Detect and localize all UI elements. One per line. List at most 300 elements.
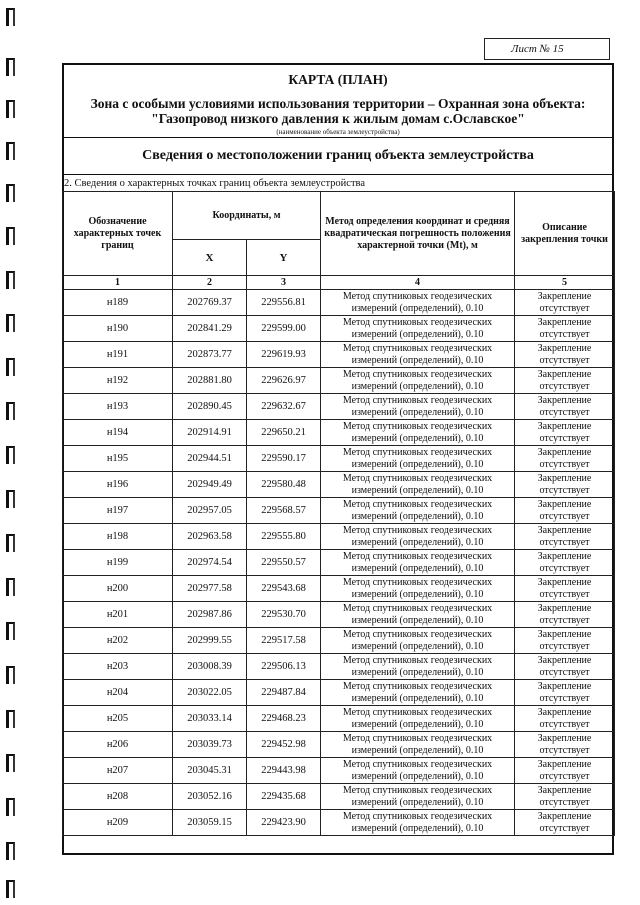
cell-method-text: измерений (определений), 0.10 <box>351 640 484 652</box>
cell-x-text: 202963.58 <box>187 530 232 542</box>
cell-method-text: измерений (определений), 0.10 <box>351 614 484 626</box>
binding-mark <box>6 842 15 860</box>
table-row <box>63 732 615 758</box>
cell-method-text: измерений (определений), 0.10 <box>351 354 484 366</box>
cell-point <box>63 602 173 628</box>
table-row <box>63 290 615 316</box>
table-row <box>63 420 615 446</box>
cell-y-text: 229590.17 <box>261 452 306 464</box>
cell-point <box>63 446 173 472</box>
cell-y-text: 229619.93 <box>261 348 306 360</box>
cell-y-text: 229550.57 <box>261 556 306 568</box>
cell-method <box>321 602 515 628</box>
cell-method-text: измерений (определений), 0.10 <box>351 718 484 730</box>
table-row <box>63 758 615 784</box>
cell-desc <box>515 316 615 342</box>
col-header-x: X <box>173 240 247 276</box>
table-row <box>63 446 615 472</box>
col-number: 1 <box>63 276 173 290</box>
cell-desc-text: Закрепление <box>537 655 592 666</box>
table-row <box>63 680 615 706</box>
section-subtitle: Сведения о местоположении границ объекта землеустройства <box>142 148 534 163</box>
object-name: "Газопровод низкого давления к жилым домам с.Ославское" <box>151 111 525 126</box>
cell-desc <box>515 784 615 810</box>
table-row <box>63 810 615 836</box>
cell-y-text: 229443.98 <box>261 764 306 776</box>
cell-method-text: Метод спутниковых геодезических <box>342 343 493 354</box>
cell-x <box>173 576 247 602</box>
cell-method-text: Метод спутниковых геодезических <box>342 317 493 328</box>
binding-mark <box>6 358 15 376</box>
cell-x-text: 202977.58 <box>187 582 232 594</box>
cell-y <box>247 706 321 732</box>
cell-method <box>321 550 515 576</box>
cell-method <box>321 784 515 810</box>
cell-x <box>173 316 247 342</box>
cell-method <box>321 706 515 732</box>
cell-y-text: 229530.70 <box>261 608 306 620</box>
binding-mark <box>6 271 15 289</box>
cell-method <box>321 680 515 706</box>
zone-line: Зона с особыми условиями использования территории – Охранная зона объекта: <box>90 96 586 111</box>
cell-point <box>63 498 173 524</box>
object-name-caption: (наименование объекта землеустройства) <box>276 128 400 136</box>
cell-desc-text: отсутствует <box>539 822 590 834</box>
cell-method-text: Метод спутниковых геодезических <box>342 733 493 744</box>
table-row <box>63 342 615 368</box>
cell-point-text: н196 <box>106 478 129 490</box>
table-row <box>63 368 615 394</box>
cell-point <box>63 290 173 316</box>
cell-y-text: 229568.57 <box>261 504 306 516</box>
cell-desc-text: отсутствует <box>539 510 590 522</box>
cell-method <box>321 732 515 758</box>
cell-y <box>247 680 321 706</box>
cell-method <box>321 420 515 446</box>
cell-x-text: 202999.55 <box>187 634 232 646</box>
cell-point <box>63 550 173 576</box>
cell-method-text: Метод спутниковых геодезических <box>342 629 493 640</box>
cell-method <box>321 654 515 680</box>
cell-method-text: Метод спутниковых геодезических <box>342 447 493 458</box>
cell-point-text: н202 <box>106 634 129 646</box>
cell-method-text: Метод спутниковых геодезических <box>342 681 493 692</box>
cell-y-text: 229555.80 <box>261 530 306 542</box>
table-row <box>63 576 615 602</box>
cell-method-text: измерений (определений), 0.10 <box>351 796 484 808</box>
cell-y-text: 229506.13 <box>261 660 306 672</box>
cell-desc <box>515 576 615 602</box>
cell-method-text: измерений (определений), 0.10 <box>351 536 484 548</box>
cell-method <box>321 472 515 498</box>
binding-mark <box>6 666 15 684</box>
cell-desc-text: отсутствует <box>539 328 590 340</box>
cell-y-text: 229468.23 <box>261 712 306 724</box>
cell-point-text: н209 <box>106 816 129 828</box>
table-row <box>63 706 615 732</box>
table-row <box>63 524 615 550</box>
cell-x <box>173 472 247 498</box>
cell-y <box>247 732 321 758</box>
cell-x-text: 203052.16 <box>187 790 232 802</box>
cell-point-text: н208 <box>106 790 129 802</box>
cell-method-text: Метод спутниковых геодезических <box>342 707 493 718</box>
cell-desc <box>515 602 615 628</box>
cell-point-text: н191 <box>106 348 129 360</box>
cell-desc-text: Закрепление <box>537 473 592 484</box>
binding-mark <box>6 184 15 202</box>
cell-method-text: измерений (определений), 0.10 <box>351 588 484 600</box>
cell-x-text: 202957.05 <box>187 504 232 516</box>
cell-point <box>63 784 173 810</box>
table-row <box>63 472 615 498</box>
cell-point-text: н201 <box>106 608 129 620</box>
cell-method-text: измерений (определений), 0.10 <box>351 666 484 678</box>
cell-point-text: н204 <box>106 686 129 698</box>
cell-desc-text: отсутствует <box>539 562 590 574</box>
cell-method-text: измерений (определений), 0.10 <box>351 484 484 496</box>
cell-point-text: н199 <box>106 556 129 568</box>
col-header-desc: Описание закрепления точки <box>515 192 615 276</box>
cell-point <box>63 680 173 706</box>
binding-mark <box>6 58 15 76</box>
binding-mark <box>6 880 15 898</box>
cell-x <box>173 446 247 472</box>
col-number: 4 <box>321 276 515 290</box>
cell-method <box>321 498 515 524</box>
cell-desc-text: отсутствует <box>539 744 590 756</box>
cell-desc-text: отсутствует <box>539 354 590 366</box>
cell-desc-text: отсутствует <box>539 536 590 548</box>
col-number: 2 <box>173 276 247 290</box>
cell-desc-text: отсутствует <box>539 640 590 652</box>
cell-method <box>321 628 515 654</box>
binding-mark <box>6 142 15 160</box>
cell-x-text: 203045.31 <box>187 764 232 776</box>
binding-mark <box>6 754 15 772</box>
cell-desc-text: Закрепление <box>537 707 592 718</box>
binding-mark <box>6 490 15 508</box>
cell-method-text: измерений (определений), 0.10 <box>351 562 484 574</box>
cell-method-text: измерений (определений), 0.10 <box>351 432 484 444</box>
cell-desc-text: Закрепление <box>537 421 592 432</box>
cell-desc-text: отсутствует <box>539 796 590 808</box>
cell-x-text: 202914.91 <box>187 426 232 438</box>
divider <box>62 174 614 175</box>
cell-y-text: 229599.00 <box>261 322 306 334</box>
cell-x-text: 202841.29 <box>187 322 232 334</box>
cell-x-text: 202949.49 <box>187 478 232 490</box>
cell-desc <box>515 524 615 550</box>
cell-x <box>173 290 247 316</box>
cell-point <box>63 316 173 342</box>
binding-mark <box>6 622 15 640</box>
cell-y <box>247 420 321 446</box>
cell-method-text: Метод спутниковых геодезических <box>342 655 493 666</box>
cell-y <box>247 316 321 342</box>
cell-x <box>173 420 247 446</box>
cell-desc-text: Закрепление <box>537 369 592 380</box>
cell-method-text: Метод спутниковых геодезических <box>342 785 493 796</box>
cell-desc-text: отсутствует <box>539 302 590 314</box>
cell-x-text: 203022.05 <box>187 686 232 698</box>
cell-desc-text: Закрепление <box>537 681 592 692</box>
cell-method-text: измерений (определений), 0.10 <box>351 770 484 782</box>
section-title: 2. Сведения о характерных точках границ объекта землеустройства <box>64 178 366 189</box>
cell-point-text: н198 <box>106 530 129 542</box>
cell-desc <box>515 420 615 446</box>
cell-desc <box>515 472 615 498</box>
cell-x-text: 202944.51 <box>187 452 232 464</box>
cell-desc-text: Закрепление <box>537 499 592 510</box>
cell-desc-text: Закрепление <box>537 811 592 822</box>
binding-mark <box>6 710 15 728</box>
cell-point <box>63 394 173 420</box>
cell-desc-text: отсутствует <box>539 406 590 418</box>
cell-y-text: 229487.84 <box>261 686 306 698</box>
cell-x-text: 202873.77 <box>187 348 232 360</box>
cell-x <box>173 810 247 836</box>
cell-x <box>173 524 247 550</box>
binding-mark <box>6 446 15 464</box>
cell-y <box>247 290 321 316</box>
boundary-points-table <box>62 191 615 836</box>
cell-method <box>321 290 515 316</box>
cell-point <box>63 576 173 602</box>
col-header-y: Y <box>247 240 321 276</box>
cell-method-text: Метод спутниковых геодезических <box>342 551 493 562</box>
cell-x-text: 203059.15 <box>187 816 232 828</box>
binding-mark <box>6 8 15 26</box>
cell-y-text: 229423.90 <box>261 816 306 828</box>
cell-x-text: 202987.86 <box>187 608 232 620</box>
cell-method-text: измерений (определений), 0.10 <box>351 744 484 756</box>
cell-x <box>173 758 247 784</box>
cell-desc <box>515 446 615 472</box>
cell-method-text: измерений (определений), 0.10 <box>351 406 484 418</box>
cell-method-text: Метод спутниковых геодезических <box>342 421 493 432</box>
table-body <box>63 290 615 836</box>
cell-point <box>63 628 173 654</box>
cell-y-text: 229543.68 <box>261 582 306 594</box>
cell-y <box>247 524 321 550</box>
cell-desc-text: отсутствует <box>539 380 590 392</box>
sheet-number: Лист № 15 <box>484 38 610 60</box>
cell-method-text: Метод спутниковых геодезических <box>342 525 493 536</box>
col-number: 5 <box>515 276 615 290</box>
binding-mark <box>6 534 15 552</box>
cell-x-text: 203033.14 <box>187 712 232 724</box>
cell-x <box>173 394 247 420</box>
cell-point-text: н190 <box>106 322 129 334</box>
cell-desc-text: Закрепление <box>537 317 592 328</box>
cell-desc-text: Закрепление <box>537 525 592 536</box>
cell-point-text: н207 <box>106 764 129 776</box>
cell-point-text: н192 <box>106 374 129 386</box>
cell-desc-text: отсутствует <box>539 692 590 704</box>
cell-point <box>63 706 173 732</box>
cell-method-text: измерений (определений), 0.10 <box>351 328 484 340</box>
cell-point-text: н193 <box>106 400 129 412</box>
cell-point <box>63 810 173 836</box>
cell-y-text: 229517.58 <box>261 634 306 646</box>
cell-method-text: измерений (определений), 0.10 <box>351 302 484 314</box>
cell-y <box>247 628 321 654</box>
cell-y <box>247 342 321 368</box>
cell-y <box>247 394 321 420</box>
cell-desc-text: Закрепление <box>537 759 592 770</box>
cell-point-text: н197 <box>106 504 129 516</box>
cell-desc-text: Закрепление <box>537 343 592 354</box>
cell-desc-text: отсутствует <box>539 718 590 730</box>
binding-mark <box>6 798 15 816</box>
table-row <box>63 550 615 576</box>
cell-method <box>321 394 515 420</box>
cell-point-text: н195 <box>106 452 129 464</box>
cell-desc <box>515 368 615 394</box>
cell-point-text: н206 <box>106 738 129 750</box>
cell-method <box>321 316 515 342</box>
cell-desc-text: отсутствует <box>539 614 590 626</box>
cell-y <box>247 498 321 524</box>
cell-desc-text: Закрепление <box>537 291 592 302</box>
col-header-point: Обозначение характерных точек границ <box>63 192 173 276</box>
cell-method <box>321 758 515 784</box>
cell-desc <box>515 550 615 576</box>
cell-x-text: 203008.39 <box>187 660 232 672</box>
binding-mark <box>6 314 15 332</box>
cell-desc-text: отсутствует <box>539 666 590 678</box>
cell-x <box>173 654 247 680</box>
cell-method <box>321 576 515 602</box>
cell-method-text: Метод спутниковых геодезических <box>342 603 493 614</box>
binding-marks <box>4 0 18 905</box>
cell-method-text: Метод спутниковых геодезических <box>342 291 493 302</box>
cell-y-text: 229580.48 <box>261 478 306 490</box>
divider <box>62 137 614 138</box>
cell-point <box>63 342 173 368</box>
cell-desc <box>515 498 615 524</box>
cell-y-text: 229632.67 <box>261 400 306 412</box>
binding-mark <box>6 402 15 420</box>
cell-method-text: Метод спутниковых геодезических <box>342 369 493 380</box>
cell-y <box>247 446 321 472</box>
table-row <box>63 602 615 628</box>
cell-y <box>247 368 321 394</box>
cell-desc-text: Закрепление <box>537 603 592 614</box>
cell-desc <box>515 680 615 706</box>
cell-desc <box>515 706 615 732</box>
cell-method-text: Метод спутниковых геодезических <box>342 473 493 484</box>
binding-mark <box>6 578 15 596</box>
col-header-coords: Координаты, м <box>173 192 321 240</box>
cell-method-text: измерений (определений), 0.10 <box>351 692 484 704</box>
cell-x <box>173 342 247 368</box>
cell-method-text: Метод спутниковых геодезических <box>342 577 493 588</box>
table-row <box>63 784 615 810</box>
cell-desc-text: Закрепление <box>537 577 592 588</box>
cell-desc-text: Закрепление <box>537 785 592 796</box>
cell-y-text: 229435.68 <box>261 790 306 802</box>
cell-x <box>173 784 247 810</box>
cell-x <box>173 368 247 394</box>
cell-point <box>63 732 173 758</box>
table-row <box>63 394 615 420</box>
col-header-method: Метод определения координат и средняя квадратическая погрешность положения характерной точки (Mt), м <box>321 192 515 276</box>
cell-method <box>321 524 515 550</box>
cell-desc-text: отсутствует <box>539 432 590 444</box>
cell-desc-text: Закрепление <box>537 629 592 640</box>
cell-x <box>173 732 247 758</box>
cell-desc-text: отсутствует <box>539 588 590 600</box>
cell-x-text: 202881.80 <box>187 374 232 386</box>
cell-point <box>63 420 173 446</box>
cell-x-text: 202974.54 <box>187 556 232 568</box>
cell-y <box>247 758 321 784</box>
cell-method-text: Метод спутниковых геодезических <box>342 811 493 822</box>
doc-title: КАРТА (ПЛАН) <box>288 72 388 87</box>
cell-desc <box>515 654 615 680</box>
cell-y <box>247 576 321 602</box>
cell-point-text: н194 <box>106 426 129 438</box>
cell-y-text: 229452.98 <box>261 738 306 750</box>
cell-method-text: измерений (определений), 0.10 <box>351 458 484 470</box>
cell-y <box>247 654 321 680</box>
cell-point-text: н205 <box>106 712 129 724</box>
cell-desc <box>515 810 615 836</box>
cell-point <box>63 758 173 784</box>
cell-method-text: измерений (определений), 0.10 <box>351 380 484 392</box>
cell-x <box>173 602 247 628</box>
cell-desc <box>515 342 615 368</box>
cell-desc-text: отсутствует <box>539 770 590 782</box>
cell-method <box>321 342 515 368</box>
cell-x-text: 202890.45 <box>187 400 232 412</box>
cell-point <box>63 368 173 394</box>
cell-point <box>63 524 173 550</box>
binding-mark <box>6 227 15 245</box>
table-row <box>63 628 615 654</box>
cell-desc <box>515 758 615 784</box>
cell-point-text: н203 <box>106 660 129 672</box>
cell-desc-text: отсутствует <box>539 458 590 470</box>
cell-y <box>247 472 321 498</box>
cell-x <box>173 628 247 654</box>
cell-point <box>63 472 173 498</box>
cell-method-text: Метод спутниковых геодезических <box>342 759 493 770</box>
cell-desc-text: Закрепление <box>537 733 592 744</box>
cell-x <box>173 498 247 524</box>
cell-x <box>173 680 247 706</box>
cell-method-text: Метод спутниковых геодезических <box>342 499 493 510</box>
cell-y-text: 229556.81 <box>261 296 306 308</box>
cell-method <box>321 368 515 394</box>
cell-x <box>173 706 247 732</box>
cell-x-text: 202769.37 <box>187 296 232 308</box>
cell-desc-text: Закрепление <box>537 447 592 458</box>
cell-y-text: 229650.21 <box>261 426 306 438</box>
cell-desc <box>515 394 615 420</box>
cell-x-text: 203039.73 <box>187 738 232 750</box>
cell-x <box>173 550 247 576</box>
cell-desc-text: отсутствует <box>539 484 590 496</box>
col-number: 3 <box>247 276 321 290</box>
cell-desc <box>515 628 615 654</box>
binding-mark <box>6 100 15 118</box>
cell-point-text: н200 <box>106 582 129 594</box>
cell-y <box>247 810 321 836</box>
cell-y-text: 229626.97 <box>261 374 306 386</box>
